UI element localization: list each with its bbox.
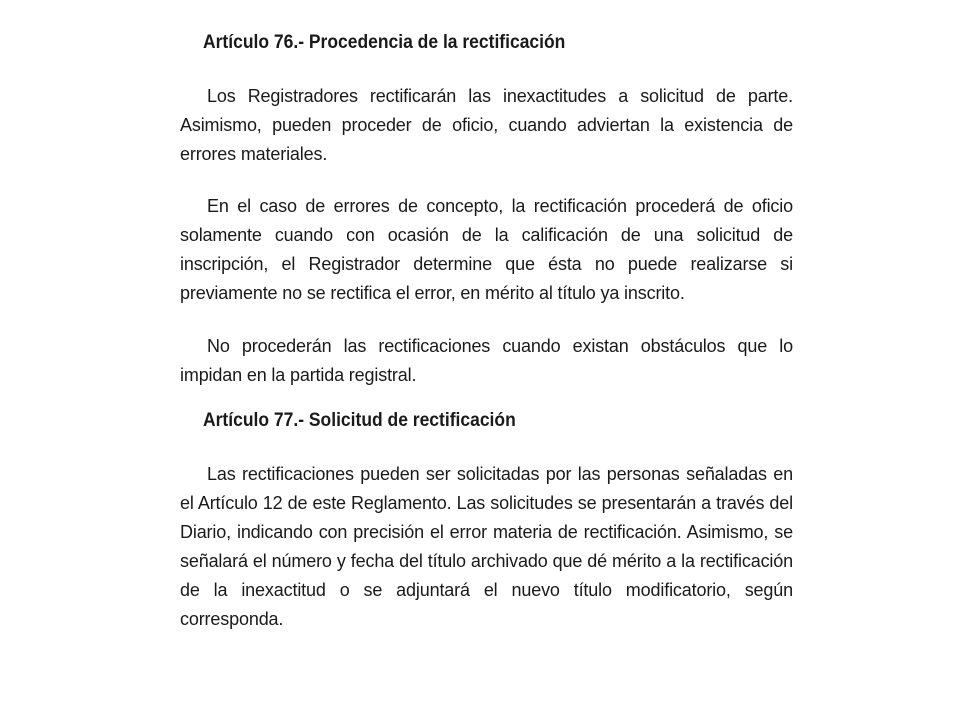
article-76-heading: Artículo 76.- Procedencia de la rectificación — [203, 32, 566, 53]
article-76-paragraph-2: En el caso de errores de concepto, la rectificación procederá de oficio solamente cuando con ocasión de la calificación de una solicitud de inscripción, el Registrador determine que ésta no puede realizarse si previamente no se rectifica el error, en mérito al título ya inscrito. — [180, 196, 793, 303]
article-77-heading: Artículo 77.- Solicitud de rectificación — [203, 410, 516, 431]
article-76-paragraph-3: No procederán las rectificaciones cuando existan obstáculos que lo impidan en la partida registral. — [180, 336, 793, 385]
article-76-paragraph-1: Los Registradores rectificarán las inexactitudes a solicitud de parte. Asimismo, pueden proceder de oficio, cuando adviertan la existencia de errores materiales. — [180, 86, 793, 164]
article-77-paragraph-1: Las rectificaciones pueden ser solicitadas por las personas señaladas en el Artículo 12 de este Reglamento. Las solicitudes se presentarán a través del Diario, indicando con precisión el error materia de rectificación. Asimismo, se señalará el número y fecha del título archivado que dé mérito a la rectificación de la inexactitud o se adjuntará el nuevo título modificatorio, según corresponda. — [180, 464, 793, 629]
document-page — [180, 30, 793, 634]
